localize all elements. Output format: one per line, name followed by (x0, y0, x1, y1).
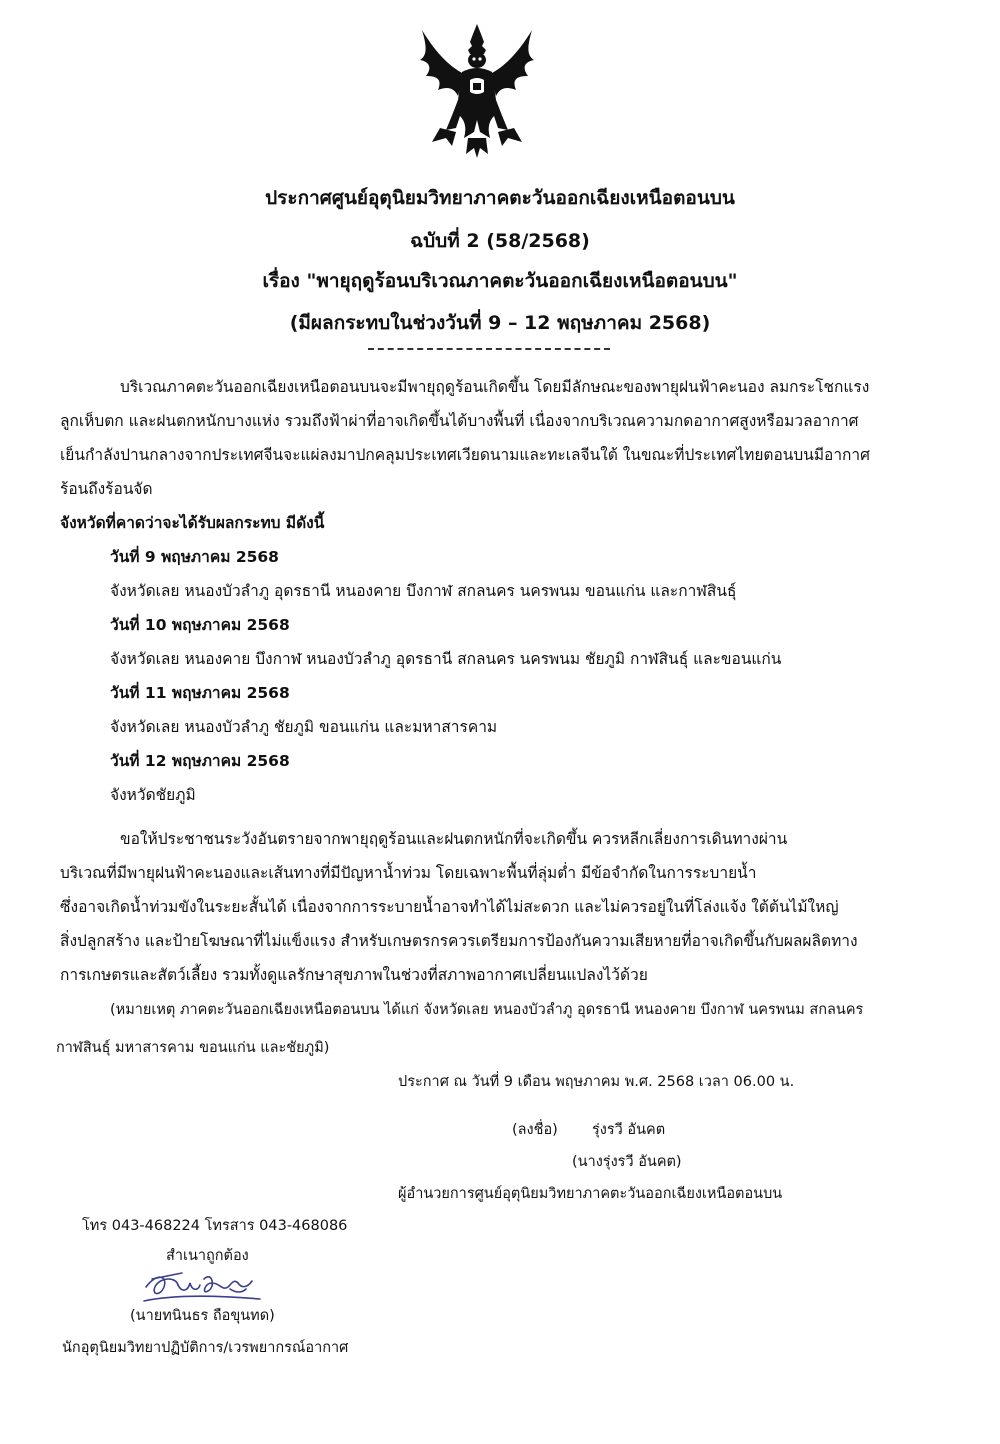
day-provinces: จังหวัดเลย หนองบัวลำภู ชัยภูมิ ขอนแก่น และมหาสารคาม (110, 718, 498, 736)
day-date: วันที่ 9 พฤษภาคม 2568 (110, 548, 279, 566)
day-provinces: จังหวัดเลย หนองบัวลำภู อุดรธานี หนองคาย บึงกาฬ สกลนคร นครพนม ขอนแก่น และกาฬสินธุ์ (110, 582, 737, 600)
day-date: วันที่ 12 พฤษภาคม 2568 (110, 752, 290, 770)
signed-label: (ลงชื่อ) (512, 1122, 558, 1138)
signatory-full-name: (นางรุ่งรวี อันคต) (572, 1154, 682, 1170)
day-provinces: จังหวัดเลย หนองคาย บึงกาฬ หนองบัวลำภู อุดรธานี สกลนคร นครพนม ชัยภูมิ กาฬสินธุ์ และขอนแก่น (110, 650, 782, 668)
intro-line: เย็นกำลังปานกลางจากประเทศจีนจะแผ่ลงมาปกคลุมประเทศเวียดนามและทะเลจีนใต้ ในขณะที่ประเทศไทยตอนบนมีอากาศ (60, 446, 870, 464)
signatory-position: ผู้อำนวยการศูนย์อุตุนิยมวิทยาภาคตะวันออกเฉียงเหนือตอนบน (398, 1186, 783, 1202)
warning-line: การเกษตรและสัตว์เลี้ยง รวมทั้งดูแลรักษาสุขภาพในช่วงที่สภาพอากาศเปลี่ยนแปลงไว้ด้วย (60, 966, 648, 984)
day-date: วันที่ 10 พฤษภาคม 2568 (110, 616, 290, 634)
intro-line: บริเวณภาคตะวันออกเฉียงเหนือตอนบนจะมีพายุฤดูร้อนเกิดขึ้น โดยมีลักษณะของพายุฝนฟ้าคะนอง ลมกระโชกแรง (120, 378, 870, 396)
contact-phone-fax: โทร 043-468224 โทรสาร 043-468086 (82, 1218, 348, 1234)
copy-certifier-position: นักอุตุนิยมวิทยาปฏิบัติการ/เวรพยากรณ์อากาศ (62, 1340, 349, 1356)
warning-line: บริเวณที่มีพายุฝนฟ้าคะนองและเส้นทางที่มีปัญหาน้ำท่วม โดยเฉพาะพื้นที่ลุ่มต่ำ มีข้อจำกัดในการระบายน้ำ (60, 864, 757, 882)
intro-line: ลูกเห็บตก และฝนตกหนักบางแห่ง รวมถึงฟ้าผ่าที่อาจเกิดขึ้นได้บางพื้นที่ เนื่องจากบริเวณความกดอากาศสูงหรือมวลอากาศ (60, 412, 859, 430)
copy-certified: สำเนาถูกต้อง (166, 1248, 249, 1264)
affected-heading: จังหวัดที่คาดว่าจะได้รับผลกระทบ มีดังนี้ (60, 514, 325, 532)
note-line: กาฬสินธุ์ มหาสารคาม ขอนแก่น และชัยภูมิ) (56, 1040, 330, 1056)
intro-line: ร้อนถึงร้อนจัด (60, 480, 153, 498)
divider (368, 348, 610, 350)
signed-name: รุ่งรวี อันคต (592, 1122, 666, 1138)
day-date: วันที่ 11 พฤษภาคม 2568 (110, 684, 290, 702)
subject-line: เรื่อง "พายุฤดูร้อนบริเวณภาคตะวันออกเฉียงเหนือตอนบน" (262, 270, 738, 292)
copy-certifier-name: (นายทนินธร ถือขุนทด) (130, 1308, 275, 1324)
garuda-emblem-icon (412, 20, 542, 160)
issue-number: ฉบับที่ 2 (58/2568) (410, 230, 590, 252)
warning-line: ขอให้ประชาชนระวังอันตรายจากพายุฤดูร้อนและฝนตกหนักที่จะเกิดขึ้น ควรหลีกเลี่ยงการเดินทางผ่าน (120, 830, 788, 848)
warning-line: สิ่งปลูกสร้าง และป้ายโฆษณาที่ไม่แข็งแรง สำหรับเกษตรกรควรเตรียมการป้องกันความเสียหายที่อาจเกิดขึ้นกับผลผลิตทาง (60, 932, 858, 950)
effect-period: (มีผลกระทบในช่วงวันที่ 9 – 12 พฤษภาคม 2568) (289, 312, 711, 334)
warning-line: ซึ่งอาจเกิดน้ำท่วมขังในระยะสั้นได้ เนื่องจากการระบายน้ำอาจทำได้ไม่สะดวก และไม่ควรอยู่ในที่โล่งแจ้ง ใต้ต้นไม้ใหญ่ (60, 898, 839, 916)
handwritten-signature-icon (142, 1265, 267, 1307)
note-line: (หมายเหตุ ภาคตะวันออกเฉียงเหนือตอนบน ได้แก่ จังหวัดเลย หนองบัวลำภู อุดรธานี หนองคาย บึงกาฬ นครพนม สกลนคร (110, 1002, 864, 1018)
announcement-title: ประกาศศูนย์อุตุนิยมวิทยาภาคตะวันออกเฉียงเหนือตอนบน (265, 187, 735, 209)
day-provinces: จังหวัดชัยภูมิ (110, 786, 196, 804)
announced-date: ประกาศ ณ วันที่ 9 เดือน พฤษภาคม พ.ศ. 2568 เวลา 06.00 น. (398, 1074, 795, 1090)
